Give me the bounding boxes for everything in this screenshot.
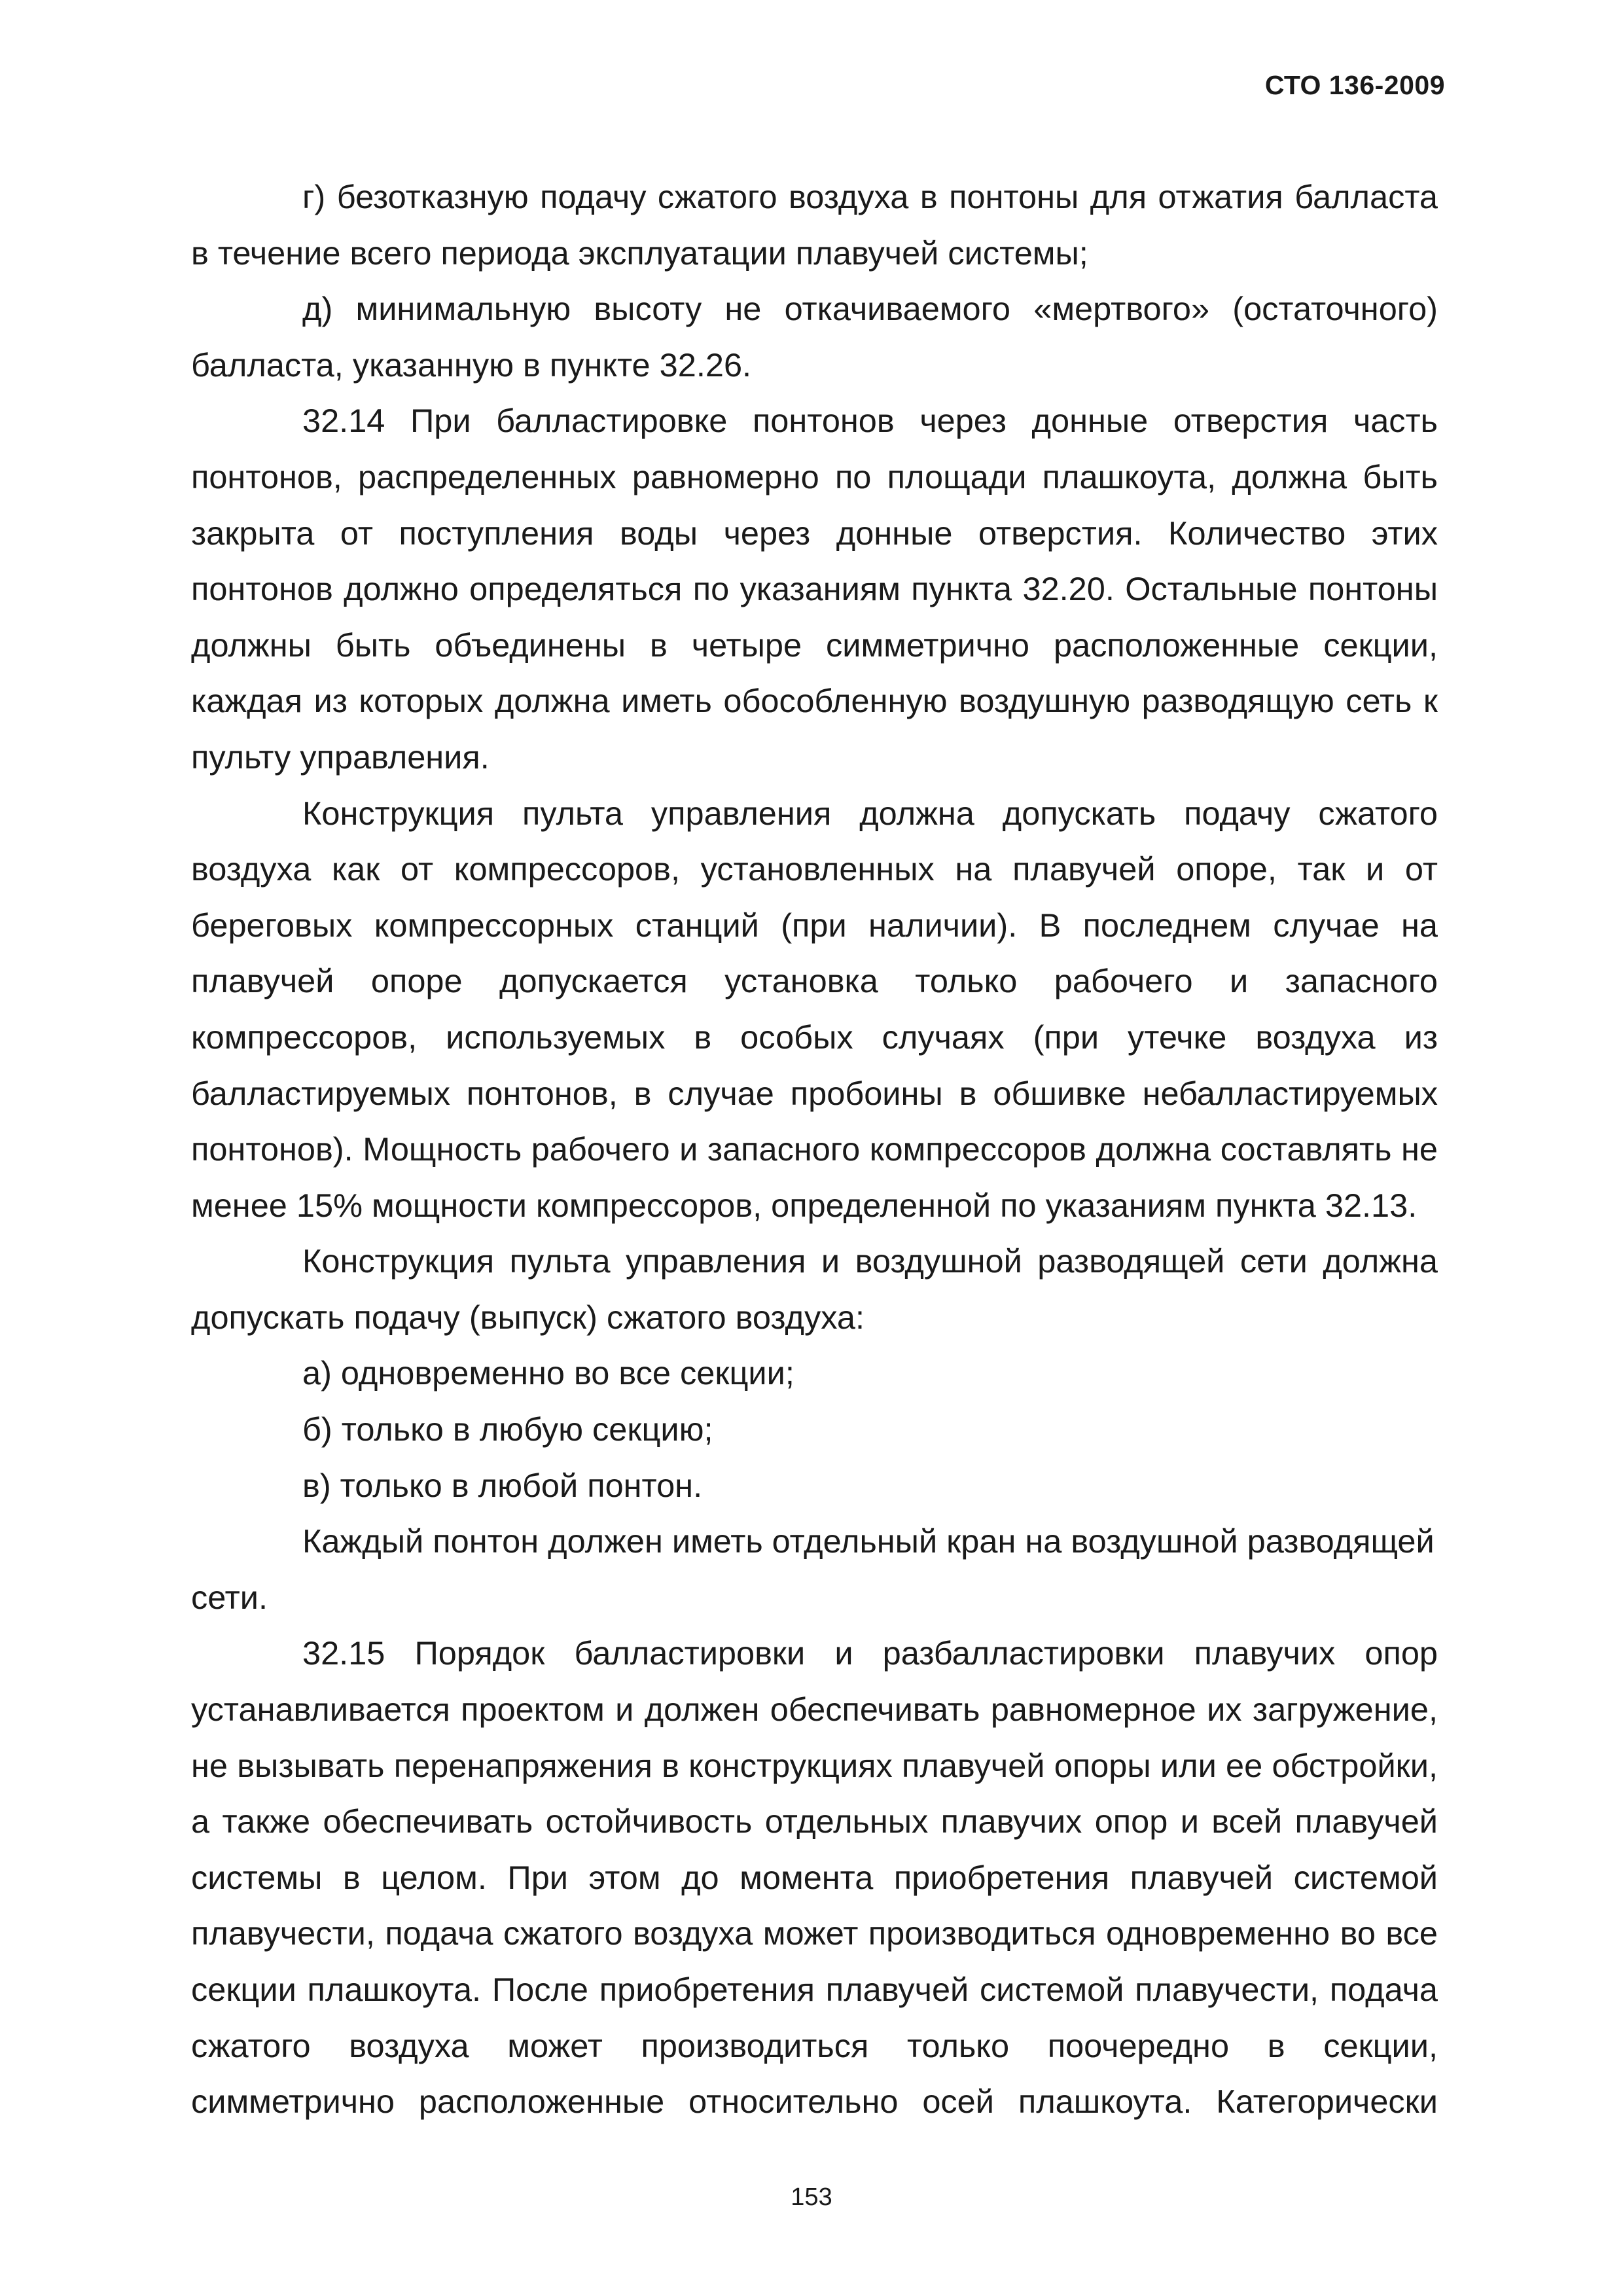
paragraph-clause-32-15: 32.15 Порядок балластировки и разбалластировки плавучих опор устанавливается проектом и должен обеспечивать равномерное их загружение, не вызывать перенапряжения в конструкциях плавучей опоры или ее обстройки, а также обеспечивать остойчивость отдельных плавучих опор и всей плавучей системы в целом. При этом до момента приобретения плавучей системой плавучести, подача сжатого воздуха может производиться одновременно во все секции плашкоута. После приобретения плавучей системой плавучести, подача сжатого воздуха может производиться только поочередно в секции, симметрично расположенные относительно осей плашкоута. Категорически bbox=[191, 1634, 1438, 2121]
document-code-header: СТО 136-2009 bbox=[1264, 70, 1445, 100]
page-number: 153 bbox=[791, 2183, 832, 2211]
paragraph-item-d: д) минимальную высоту не откачиваемого «мертвого» (остаточного) балласта, указанную в пункте 32.26. bbox=[191, 290, 1438, 384]
paragraph-clause-32-14: 32.14 При балластировке понтонов через донные отверстия часть понтонов, распределенных равномерно по площади плашкоута, должна быть закрыта от поступления воды через донные отверстия. Количество этих понтонов должно определяться по указаниям пункта 32.20. Остальные понтоны должны быть объединены в четыре симметрично расположенные секции, каждая из которых должна иметь обособленную воздушную разводящую сеть к пульту управления. bbox=[191, 402, 1438, 776]
paragraph-item-g: г) безотказную подачу сжатого воздуха в понтоны для отжатия балласта в течение всего периода эксплуатации плавучей системы; bbox=[191, 178, 1438, 272]
list-item-a: а) одновременно во все секции; bbox=[302, 1354, 794, 1392]
paragraph-control-panel: Конструкция пульта управления должна допускать подачу сжатого воздуха как от компрессоров, установленных на плавучей опоре, так и от береговых компрессорных станций (при наличии). В последнем случае на плавучей опоре допускается установка только рабочего и запасного компрессоров, используемых в особых случаях (при утечке воздуха из балластируемых понтонов, в случае пробоины в обшивке небалластируемых понтонов). Мощность рабочего и запасного компрессоров должна составлять не менее 15% мощности компрессоров, определенной по указаниям пункта 32.13. bbox=[191, 794, 1438, 1224]
paragraph-air-supply-intro: Конструкция пульта управления и воздушной разводящей сети должна допускать подачу (выпуск) сжатого воздуха: bbox=[191, 1242, 1438, 1336]
list-item-v: в) только в любой понтон. bbox=[302, 1466, 703, 1504]
list-item-b: б) только в любую секцию; bbox=[302, 1410, 713, 1448]
paragraph-pontoon-valve: Каждый понтон должен иметь отдельный кран на воздушной разводящей сети. bbox=[191, 1522, 1435, 1616]
document-body bbox=[191, 169, 1438, 2130]
